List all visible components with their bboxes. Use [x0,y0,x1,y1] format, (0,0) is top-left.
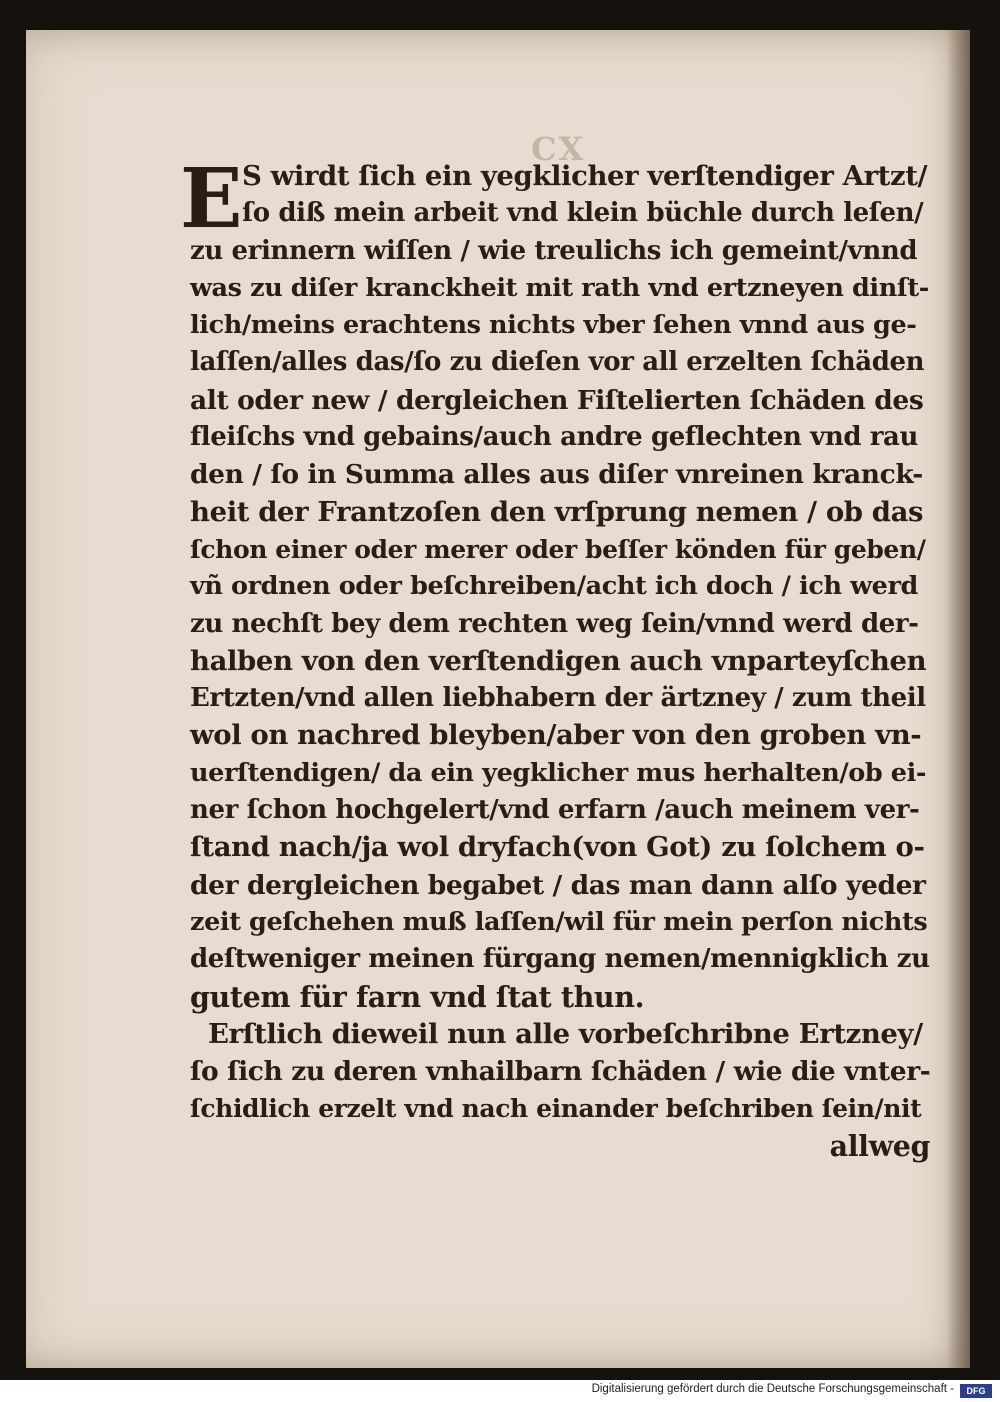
text-line: ſchon einer oder merer oder beſſer könden für geben/ [190,534,926,564]
digitization-footer [0,1380,1000,1402]
drop-initial: E [180,151,243,247]
funding-credit: Digitalisierung gefördert durch die Deutsche Forschungsgemeinschaft - [591,1383,954,1395]
text-line: alt oder new / dergleichen Fiſtelierten ſchäden des [190,384,924,416]
text-line: deſtweniger meinen fürgang nemen/mennigklich zu [190,944,930,975]
page-edge-shadow [946,30,970,1368]
text-line: Erſtlich dieweil nun alle vorbeſchribne Ertzney/ [208,1017,923,1050]
text-line: zeit geſchehen muß laſſen/wil für mein perſon nichts [190,906,928,937]
body-text [180,151,931,1165]
text-line: wol on nachred bleyben/aber von den groben vn- [190,719,922,752]
text-line: ſo ſich zu deren vnhailbarn ſchäden / wie die vnter- [190,1056,931,1088]
folio-mark: CX [531,130,586,168]
text-line: der dergleichen begabet / das man dann alſo yeder [190,869,926,901]
text-line: uerſtendigen/ da ein yegklicher mus herhalten/ob ei- [190,757,927,788]
text-line: was zu diſer kranckheit mit rath vnd ertzneyen dinſt- [190,272,929,303]
text-line: laſſen/alles das/ſo zu dieſen vor all erzelten ſchäden [190,347,925,378]
text-line: halben von den verſtendigen auch vnparteyſchen [190,644,927,677]
text-line: heit der Frantzoſen den vrſprung nemen / ob das [190,495,924,528]
text-line: vñ ordnen oder beſchreiben/acht ich doch / ich werd [190,571,918,602]
text-line: Ertzten/vnd allen liebhabern der ärtzney / zum theil [190,683,926,714]
dfg-logo: DFG [960,1384,992,1398]
text-line: den / ſo in Summa alles aus diſer vnreinen kranck- [190,459,923,491]
text-line: ſtand nach/ja wol dryfach(von Got) zu ſolchem o- [190,831,925,864]
text-line: ner ſchon hochgelert/vnd erfarn /auch meinem ver- [190,795,920,826]
text-line: lich/meins erachtens nichts vber ſehen vnnd aus ge- [190,310,917,341]
text-line: ſo diß mein arbeit vnd klein büchle durch leſen/ [242,198,924,229]
catchword: allweg [829,1128,930,1163]
text-line: S wirdt ſich ein yegklicher verſtendiger Artzt/ [242,160,928,192]
text-line: zu nechſt bey dem rechten weg ſein/vnnd werd der- [190,608,919,639]
text-line: gutem für farn vnd ſtat thun. [190,979,645,1014]
text-line: zu erinnern wiſſen / wie treulichs ich gemeint/vnnd [190,235,918,266]
text-line: ſchidlich erzelt vnd nach einander beſchriben ſein/nit [190,1094,922,1124]
text-line: fleiſchs vnd gebains/auch andre geflechten vnd rau [190,422,919,453]
